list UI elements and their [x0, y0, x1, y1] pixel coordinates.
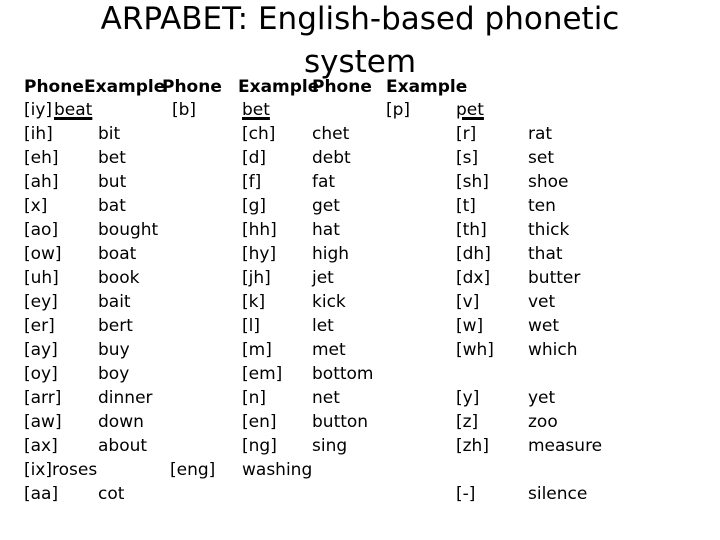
phone-symbol: [dh]: [456, 244, 491, 264]
phone-symbol: [er]: [24, 316, 55, 336]
phone-example: hat: [312, 220, 340, 240]
phone-example: washing: [242, 460, 313, 480]
phone-example: debt: [312, 148, 351, 168]
phone-example: roses: [52, 460, 98, 480]
phone-example: cot: [98, 484, 125, 504]
phone-symbol: [ax]: [24, 436, 58, 456]
phone-example: thick: [528, 220, 570, 240]
phone-example: but: [98, 172, 127, 192]
phone-example: yet: [528, 388, 556, 408]
phone-symbol: [y]: [456, 388, 480, 408]
page-title-continued: system: [303, 44, 417, 80]
phone-example: set: [528, 148, 554, 168]
phone-symbol: [eng]: [170, 460, 216, 480]
phone-example: pet: [456, 100, 484, 120]
phone-example: that: [528, 244, 563, 264]
phone-example: shoe: [528, 172, 569, 192]
phone-example: which: [528, 340, 578, 360]
phone-symbol: [ey]: [24, 292, 58, 312]
header-phone-1: Phone: [24, 77, 84, 97]
phone-symbol: [hh]: [242, 220, 277, 240]
phone-symbol: [ng]: [242, 436, 277, 456]
phone-example: jet: [312, 268, 334, 288]
phone-example: rat: [528, 124, 553, 144]
phone-symbol: [ay]: [24, 340, 58, 360]
header-example-2: Example: [238, 77, 320, 97]
phone-example: dinner: [98, 388, 153, 408]
phone-symbol: [v]: [456, 292, 480, 312]
phone-symbol: [s]: [456, 148, 479, 168]
phone-symbol: [-]: [456, 484, 476, 504]
phone-symbol: [r]: [456, 124, 477, 144]
phone-example: bought: [98, 220, 159, 240]
phone-symbol: [ow]: [24, 244, 62, 264]
phone-example: bet: [242, 100, 270, 120]
phone-example: chet: [312, 124, 350, 144]
phone-symbol: [iy]: [24, 100, 53, 120]
page-title: ARPABET: English-based phonetic: [100, 1, 620, 37]
phone-example: bet: [98, 148, 126, 168]
phone-symbol: [aa]: [24, 484, 59, 504]
phone-symbol: [p]: [386, 100, 411, 120]
phone-symbol: [zh]: [456, 436, 489, 456]
phone-example: bat: [98, 196, 126, 216]
header-phone-3: Phone: [312, 77, 372, 97]
phone-example: bait: [98, 292, 131, 312]
phone-example: net: [312, 388, 340, 408]
phone-symbol: [x]: [24, 196, 48, 216]
phone-symbol: [ih]: [24, 124, 53, 144]
phone-symbol: [t]: [456, 196, 476, 216]
phone-symbol: [w]: [456, 316, 484, 336]
phone-example: bit: [98, 124, 121, 144]
phone-symbol: [f]: [242, 172, 262, 192]
phone-example: buy: [98, 340, 130, 360]
header-example-1: Example: [84, 77, 166, 97]
phone-symbol: [wh]: [456, 340, 494, 360]
header-example-3: Example: [386, 77, 468, 97]
phone-symbol: [l]: [242, 316, 260, 336]
phone-symbol: [ix]: [24, 460, 53, 480]
phone-example: bert: [98, 316, 133, 336]
phone-symbol: [g]: [242, 196, 267, 216]
phone-symbol: [aw]: [24, 412, 62, 432]
phone-example: about: [98, 436, 148, 456]
phone-example: book: [98, 268, 140, 288]
phone-symbol: [d]: [242, 148, 267, 168]
phone-symbol: [k]: [242, 292, 266, 312]
phone-symbol: [uh]: [24, 268, 59, 288]
phone-example: fat: [312, 172, 336, 192]
phone-example: measure: [528, 436, 603, 456]
phone-example: bottom: [312, 364, 374, 384]
phone-symbol: [ah]: [24, 172, 59, 192]
phone-example: get: [312, 196, 340, 216]
phone-symbol: [arr]: [24, 388, 62, 408]
phone-symbol: [en]: [242, 412, 277, 432]
phone-symbol: [eh]: [24, 148, 59, 168]
phone-symbol: [em]: [242, 364, 283, 384]
phone-symbol: [z]: [456, 412, 479, 432]
phone-example: met: [312, 340, 346, 360]
phone-example: silence: [528, 484, 588, 504]
phone-example: butter: [528, 268, 581, 288]
phone-example: sing: [312, 436, 348, 456]
phone-symbol: [m]: [242, 340, 272, 360]
phone-symbol: [n]: [242, 388, 267, 408]
phone-symbol: [dx]: [456, 268, 491, 288]
phone-symbol: [ch]: [242, 124, 276, 144]
phone-example: zoo: [528, 412, 558, 432]
header-phone-2: Phone: [162, 77, 222, 97]
phone-example: down: [98, 412, 144, 432]
phone-example: wet: [528, 316, 560, 336]
phone-symbol: [oy]: [24, 364, 58, 384]
phone-example: kick: [312, 292, 346, 312]
phone-example: button: [312, 412, 369, 432]
phone-example: boat: [98, 244, 137, 264]
phone-symbol: [jh]: [242, 268, 271, 288]
phone-symbol: [th]: [456, 220, 487, 240]
phone-symbol: [b]: [172, 100, 197, 120]
phone-symbol: [sh]: [456, 172, 489, 192]
phone-symbol: [ao]: [24, 220, 59, 240]
phone-example: ten: [528, 196, 556, 216]
phone-example: vet: [528, 292, 556, 312]
phone-example: high: [312, 244, 350, 264]
phone-symbol: [hy]: [242, 244, 277, 264]
phone-example: boy: [98, 364, 130, 384]
phone-example: let: [312, 316, 334, 336]
phone-example: beat: [54, 100, 93, 120]
